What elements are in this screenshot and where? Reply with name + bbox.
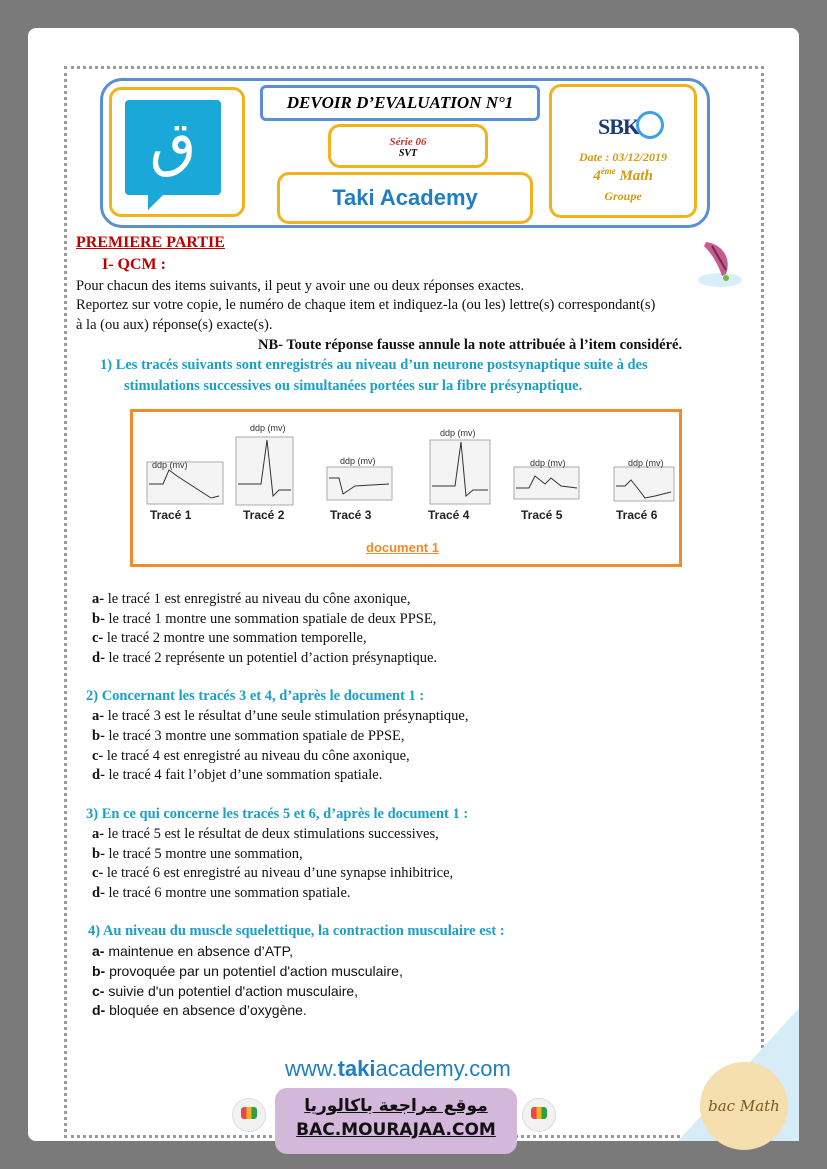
subject-label: SVT <box>398 148 418 159</box>
trace-4-label: Tracé 4 <box>428 508 470 522</box>
trace-5-label: Tracé 5 <box>521 508 563 522</box>
trace-2-label: Tracé 2 <box>243 508 285 522</box>
group-label: Groupe <box>604 189 642 203</box>
instructions-line-1: Pour chacun des items suivants, il peut y avoir une ou deux réponses exactes. <box>76 278 525 294</box>
q1-option-a: a- le tracé 1 est enregistré au niveau du cône axonique, <box>92 591 411 607</box>
q3-label: 3) En ce qui concerne les tracés 5 et 6, d’après le document 1 : <box>86 806 469 822</box>
q1-option-b: b- le tracé 1 montre une sommation spatiale de deux PPSE, <box>92 611 437 627</box>
trace-2-axis: ddp (mv) <box>250 423 286 433</box>
right-logo-icon <box>522 1098 556 1132</box>
q2-option-a: a- le tracé 3 est le résultat d’une seule stimulation présynaptique, <box>92 708 469 724</box>
serie-box <box>328 124 488 168</box>
trace-4-axis: ddp (mv) <box>440 428 476 438</box>
serie-label: Série 06 <box>389 136 427 148</box>
sbk-logo: SBK <box>598 114 640 139</box>
q2-option-d: d- le tracé 4 fait l’objet d’une sommation spatiale. <box>92 767 383 783</box>
q4-option-a: a- maintenue en absence d’ATP, <box>92 943 294 959</box>
q4-option-b: b- provoquée par un potentiel d'action musculaire, <box>92 963 403 979</box>
q3-option-a: a- le tracé 5 est le résultat de deux stimulations successives, <box>92 826 439 842</box>
website-link[interactable]: www.takiacademy.com <box>285 1056 511 1081</box>
q2-option-b: b- le tracé 3 montre une sommation spatiale de PPSE, <box>92 728 405 744</box>
logo-tail-icon <box>148 192 166 210</box>
q3-option-c: c- le tracé 6 est enregistré au niveau d’une synapse inhibitrice, <box>92 865 454 881</box>
instructions-line-3: à la (ou aux) réponse(s) exacte(s). <box>76 317 273 333</box>
q1-option-d: d- le tracé 2 représente un potentiel d’action présynaptique. <box>92 650 438 666</box>
banner-url[interactable]: BAC.MOURAJAA.COM <box>296 1120 496 1140</box>
quill-icon <box>692 236 748 292</box>
q2-label: 2) Concernant les tracés 3 et 4, d’après le document 1 : <box>86 688 425 704</box>
q4-option-d: d- bloquée en absence d’oxygène. <box>92 1002 307 1018</box>
q1-option-c: c- le tracé 2 montre une sommation temporelle, <box>92 630 367 646</box>
q4-option-c: c- suivie d'un potentiel d'action musculaire, <box>92 983 359 999</box>
banner-arabic: موقع مراجعة باكالوريا <box>304 1096 488 1116</box>
logo-glyph: ق <box>149 109 197 179</box>
trace-3-label: Tracé 3 <box>330 508 372 522</box>
q3-option-d: d- le tracé 6 montre une sommation spatiale. <box>92 885 351 901</box>
section-title: PREMIERE PARTIE <box>76 234 225 251</box>
trace-5-axis: ddp (mv) <box>530 458 566 468</box>
q1-label-line-1: 1) Les tracés suivants sont enregistrés au niveau d’un neurone postsynaptique suite à des <box>100 357 648 373</box>
trace-6-axis: ddp (mv) <box>628 458 664 468</box>
q3-option-b: b- le tracé 5 montre une sommation, <box>92 846 303 862</box>
qcm-title: I- QCM : <box>102 256 166 273</box>
document-caption: document 1 <box>366 540 439 555</box>
exam-date: Date : 03/12/2019 <box>579 150 667 164</box>
trace-3-axis: ddp (mv) <box>340 456 376 466</box>
sbk-ring-icon <box>636 111 664 139</box>
trace-1-axis: ddp (mv) <box>152 460 188 470</box>
trace-6-label: Tracé 6 <box>616 508 658 522</box>
q2-option-c: c- le tracé 4 est enregistré au niveau du cône axonique, <box>92 748 410 764</box>
class-level: 4ème Math <box>593 166 653 184</box>
q1-label-line-2: stimulations successives ou simultanées portées sur la fibre présynaptique. <box>124 378 583 394</box>
bac-banner[interactable] <box>275 1088 517 1154</box>
instructions-line-2: Reportez sur votre copie, le numéro de chaque item et indiquez-la (ou les) lettre(s) correspondant(s) <box>76 297 656 313</box>
exam-title: DEVOIR D’EVALUATION N°1 <box>260 85 540 121</box>
nb-note: NB- Toute réponse fausse annule la note attribuée à l’item considéré. <box>258 337 683 353</box>
bac-math-badge: bac Math <box>700 1062 788 1150</box>
trace-1-label: Tracé 1 <box>150 508 192 522</box>
left-logo-icon <box>232 1098 266 1132</box>
q4-label: 4) Au niveau du muscle squelettique, la contraction musculaire est : <box>88 923 505 939</box>
academy-name: Taki Academy <box>277 172 533 224</box>
